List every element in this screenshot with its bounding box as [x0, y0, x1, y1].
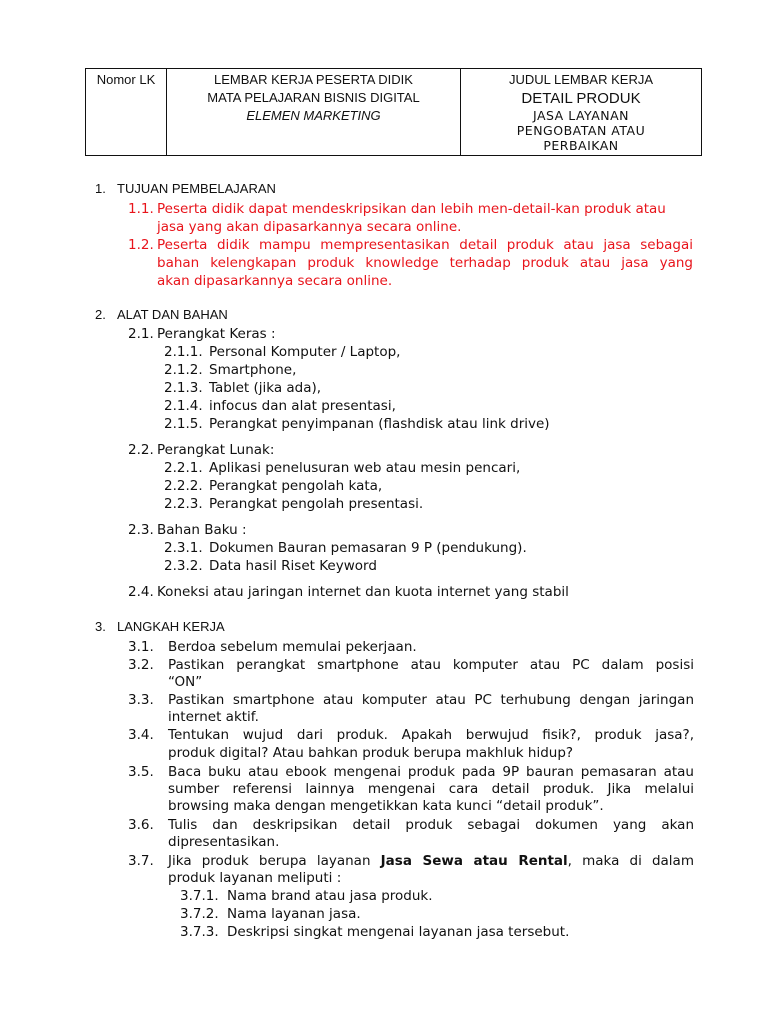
list-item-number: 2.3.1.: [164, 540, 203, 556]
nomor-lk-cell: [86, 69, 167, 156]
objective-line: Peserta didik dapat mendeskripsikan dan lebih men-detail-kan produk atau: [157, 201, 666, 217]
group-number: 2.3.: [128, 522, 154, 538]
step-line: “ON”: [168, 674, 203, 690]
step-line: Pastikan perangkat smartphone atau komputer atau PC dalam posisi: [168, 657, 694, 673]
list-item: Aplikasi penelusuran web atau mesin pencari,: [209, 460, 521, 476]
list-item-number: 2.1.3.: [164, 380, 203, 396]
objective-line: jasa yang akan dipasarkannya secara online.: [157, 219, 462, 235]
sub-step-number: 3.7.1.: [180, 888, 219, 904]
section-2-number: 2.: [95, 307, 106, 322]
step-text-pre: Jika produk berupa layanan: [168, 853, 381, 869]
group-number: 2.4.: [128, 584, 154, 600]
section-1-title: TUJUAN PEMBELAJARAN: [117, 181, 276, 196]
step-number: 3.3.: [128, 692, 154, 708]
header-table: [85, 68, 702, 156]
step-number: 3.7.: [128, 853, 154, 869]
judul-sub-line2: PENGOBATAN ATAU: [516, 123, 646, 138]
objective-line: akan dipasarkannya secara online.: [157, 273, 393, 289]
worksheet-title-line2: MATA PELAJARAN BISNIS DIGITAL: [207, 90, 420, 105]
list-item: Data hasil Riset Keyword: [209, 558, 377, 574]
worksheet-title-line1: LEMBAR KERJA PESERTA DIDIK: [214, 72, 413, 87]
step-line: produk layanan meliputi :: [168, 870, 342, 886]
group-number: 2.1.: [128, 326, 154, 342]
step-number: 3.5.: [128, 764, 154, 780]
list-item: infocus dan alat presentasi,: [209, 398, 396, 414]
list-item: Tablet (jika ada),: [209, 380, 322, 396]
list-item-number: 2.1.1.: [164, 344, 203, 360]
group-label-hardware: Perangkat Keras :: [157, 326, 276, 342]
section-1-heading: [95, 181, 276, 196]
step-number: 3.6.: [128, 817, 154, 833]
step-line: Pastikan smartphone atau komputer atau PC terhubung dengan jaringan: [168, 692, 694, 708]
sub-step: Nama layanan jasa.: [227, 906, 361, 922]
judul-sub-line1: JASA LAYANAN: [532, 108, 629, 123]
judul-label: JUDUL LEMBAR KERJA: [509, 72, 653, 87]
step-line: internet aktif.: [168, 709, 259, 725]
worksheet-title-cell: [167, 69, 461, 156]
objective-number: 1.1.: [128, 201, 154, 217]
list-item-number: 2.2.1.: [164, 460, 203, 476]
section-2-title: ALAT DAN BAHAN: [117, 307, 228, 322]
step-number: 3.1.: [128, 639, 154, 655]
judul-cell: [461, 69, 702, 156]
nomor-lk-label: Nomor LK: [96, 72, 156, 87]
objective-number: 1.2.: [128, 237, 154, 253]
list-item: Perangkat pengolah presentasi.: [209, 496, 424, 512]
judul-sub-line3: PERBAIKAN: [543, 138, 619, 153]
step-line: Tulis dan deskripsikan detail produk sebagai dokumen yang akan: [168, 817, 694, 833]
section-3-heading: [95, 619, 225, 634]
step-line: sumber referensi lainnya mengenai cara detail produk. Jika melalui: [168, 781, 694, 797]
list-item-number: 2.1.4.: [164, 398, 203, 414]
group-number: 2.2.: [128, 442, 154, 458]
sub-step-number: 3.7.2.: [180, 906, 219, 922]
step-text-post: , maka di dalam: [567, 853, 694, 869]
step-line: Baca buku atau ebook mengenai produk pada 9P bauran pemasaran atau: [168, 764, 694, 780]
sub-step: Deskripsi singkat mengenai layanan jasa tersebut.: [227, 924, 570, 940]
step-text-bold: Jasa Sewa atau Rental: [380, 853, 568, 869]
list-item-number: 2.2.2.: [164, 478, 203, 494]
group-label-connection: Koneksi atau jaringan internet dan kuota internet yang stabil: [157, 584, 569, 600]
objective-line: Peserta didik mampu mempresentasikan detail produk atau jasa sebagai: [157, 237, 693, 253]
worksheet-title-line3: ELEMEN MARKETING: [246, 108, 381, 123]
list-item: Dokumen Bauran pemasaran 9 P (pendukung).: [209, 540, 527, 556]
objective-line: bahan kelengkapan produk knowledge terhadap produk atau jasa yang: [157, 255, 693, 271]
step-line: produk digital? Atau bahkan produk berupa makhluk hidup?: [168, 745, 574, 761]
step-number: 3.4.: [128, 727, 154, 743]
list-item: Personal Komputer / Laptop,: [209, 344, 401, 360]
sub-step: Nama brand atau jasa produk.: [227, 888, 433, 904]
step-line: dipresentasikan.: [168, 834, 280, 850]
list-item-number: 2.3.2.: [164, 558, 203, 574]
section-1-number: 1.: [95, 181, 106, 196]
list-item: Perangkat pengolah kata,: [209, 478, 383, 494]
group-label-software: Perangkat Lunak:: [157, 442, 275, 458]
group-label-materials: Bahan Baku :: [157, 522, 247, 538]
list-item-number: 2.2.3.: [164, 496, 203, 512]
judul-main: DETAIL PRODUK: [521, 90, 641, 107]
list-item-number: 2.1.2.: [164, 362, 203, 378]
list-item-number: 2.1.5.: [164, 416, 203, 432]
section-2-heading: [95, 307, 228, 322]
list-item: Perangkat penyimpanan (flashdisk atau link drive): [209, 416, 550, 432]
step-line: browsing maka dengan mengetikkan kata kunci “detail produk”.: [168, 798, 604, 814]
step-line: Tentukan wujud dari produk. Apakah berwujud fisik?, produk jasa?,: [168, 727, 694, 743]
section-3-title: LANGKAH KERJA: [117, 619, 225, 634]
section-3-number: 3.: [95, 619, 106, 634]
step-line-rental: [168, 852, 694, 870]
sub-step-number: 3.7.3.: [180, 924, 219, 940]
step-number: 3.2.: [128, 657, 154, 673]
list-item: Smartphone,: [209, 362, 297, 378]
step-line: Berdoa sebelum memulai pekerjaan.: [168, 639, 417, 655]
